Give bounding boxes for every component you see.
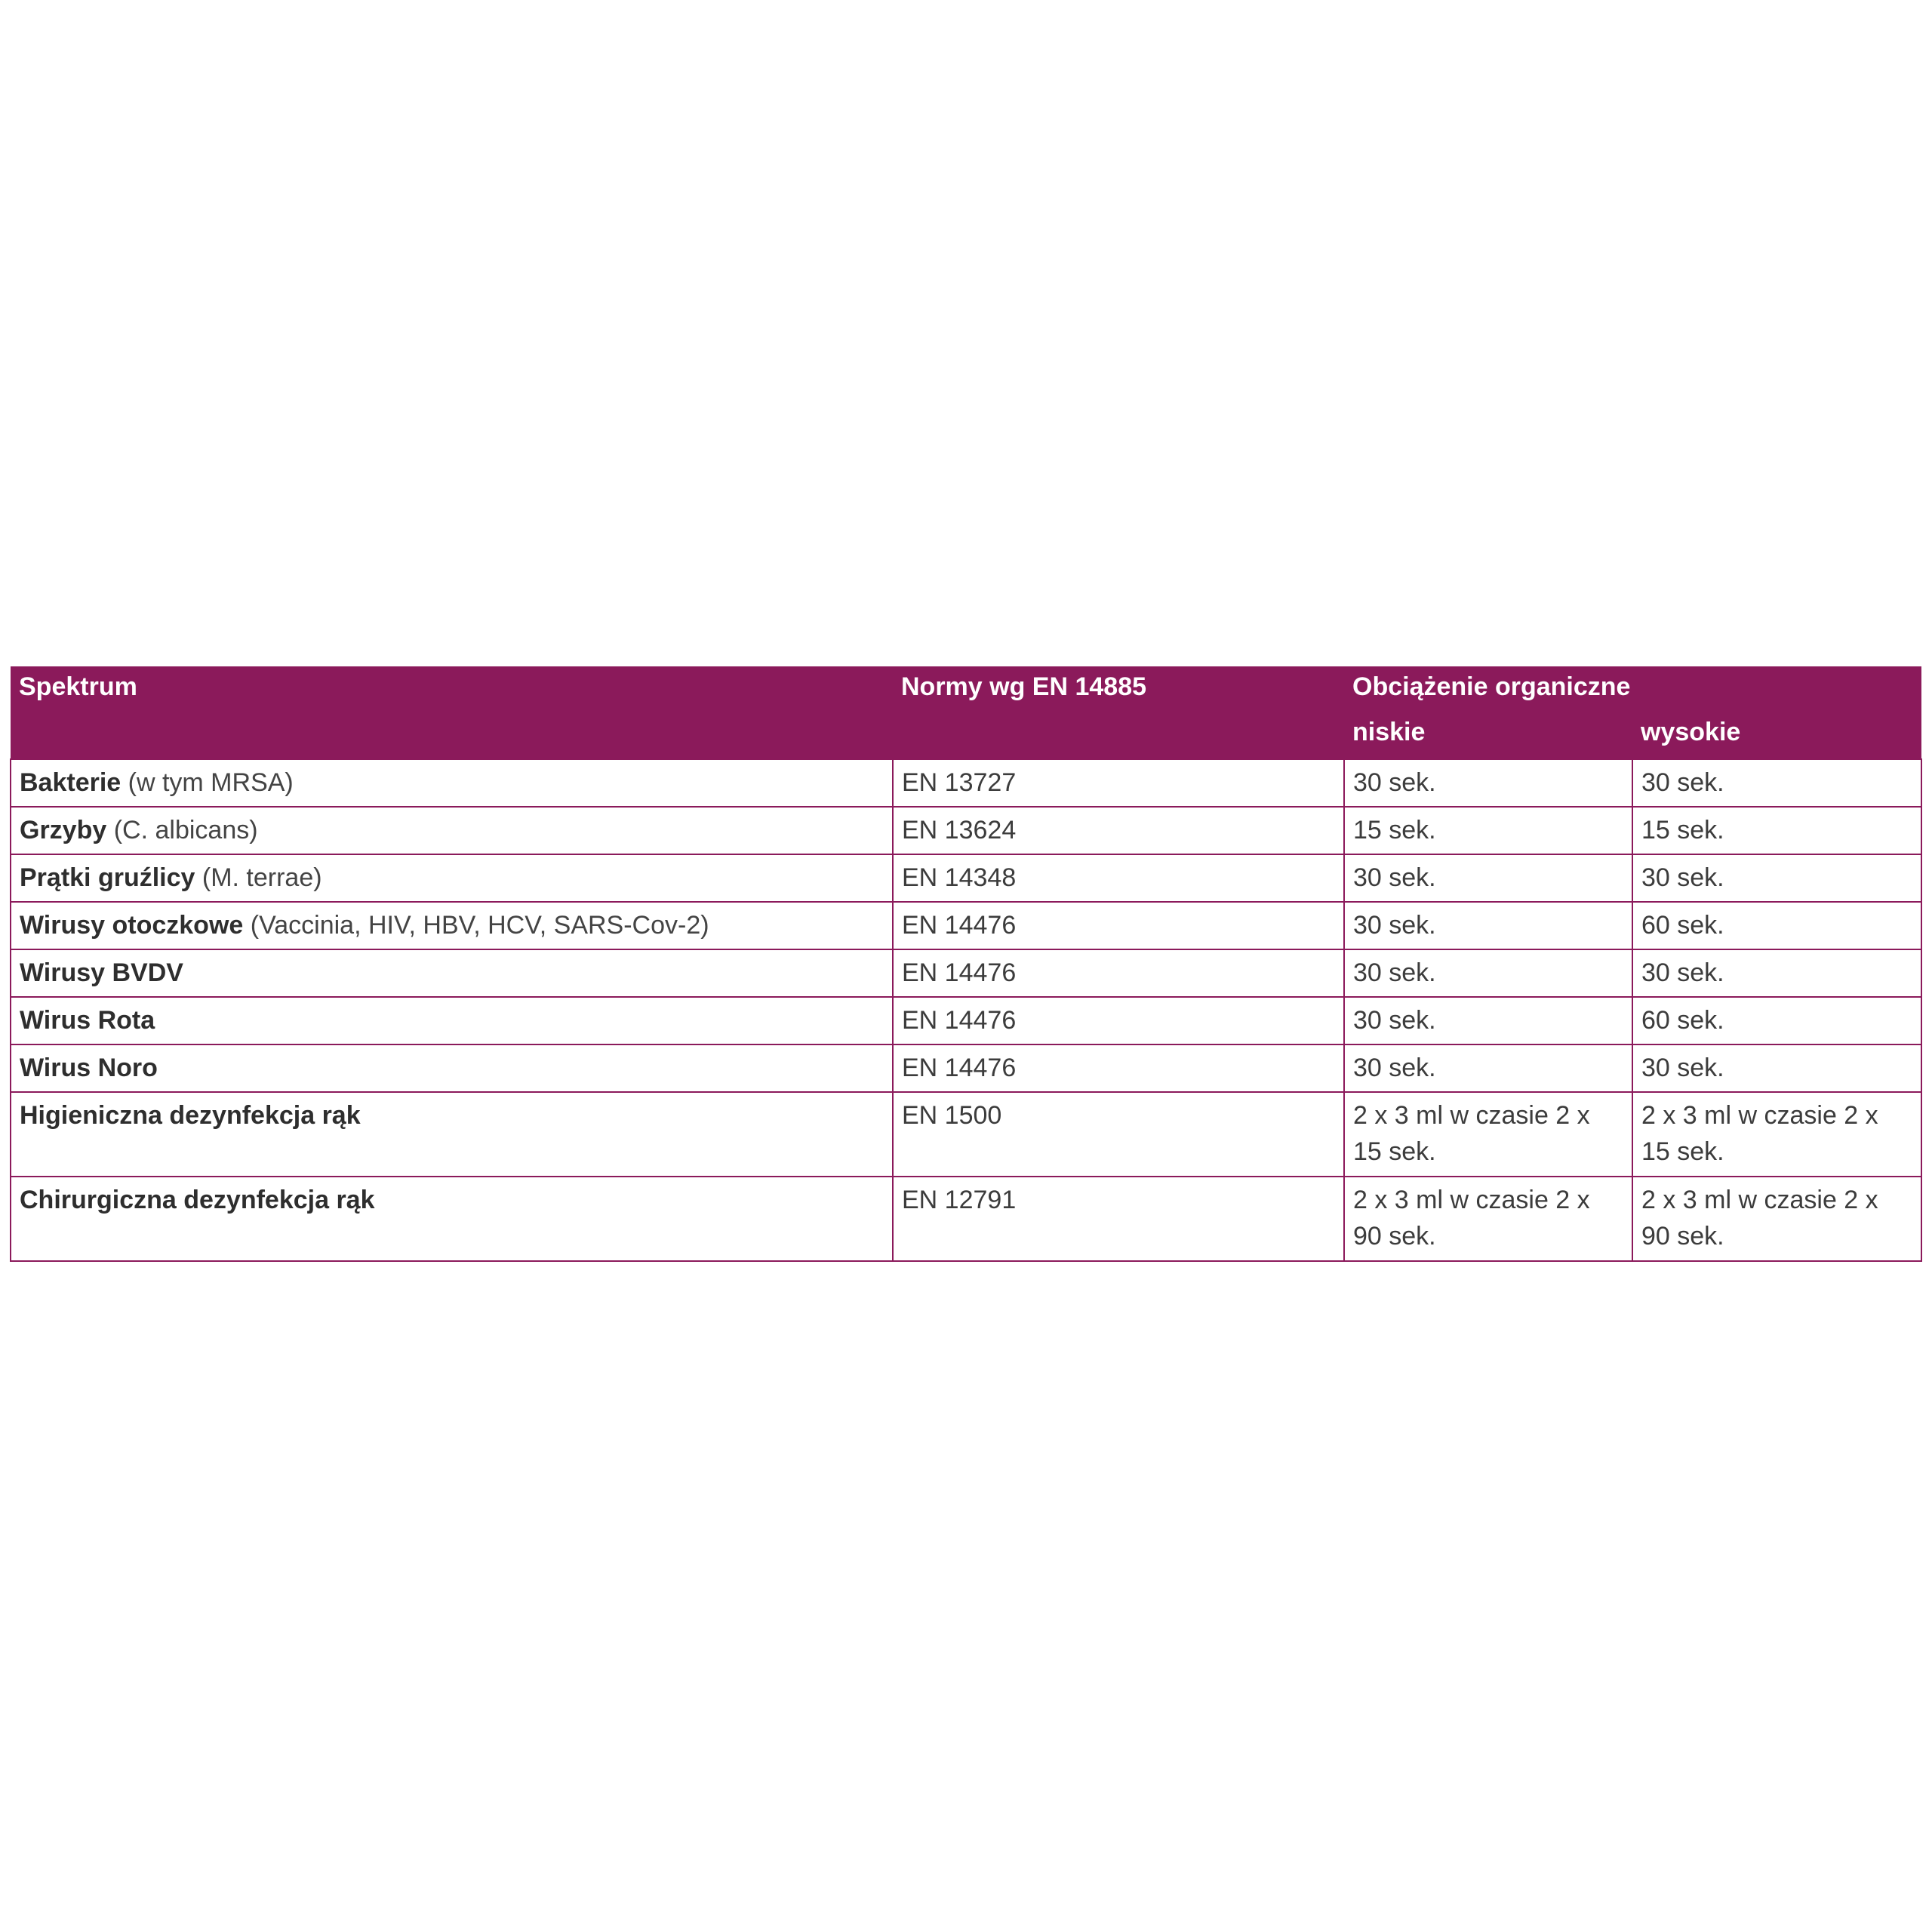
cell-norm: EN 14476 [893,1044,1344,1092]
cell-low: 30 sek. [1344,759,1632,807]
cell-high: 30 sek. [1632,1044,1921,1092]
cell-high: 60 sek. [1632,997,1921,1044]
header-row-1 [11,666,1921,713]
spektrum-note: (Vaccinia, HIV, HBV, HCV, SARS-Cov-2) [243,911,709,940]
spektrum-name: Higieniczna dezynfekcja rąk [20,1101,361,1130]
cell-norm: EN 1500 [893,1092,1344,1177]
spektrum-name: Wirus Rota [20,1006,155,1035]
table-body [11,759,1921,1261]
cell-high: 2 x 3 ml w czasie 2 x 15 sek. [1632,1092,1921,1177]
cell-low: 30 sek. [1344,902,1632,949]
cell-spektrum [11,807,893,854]
header-spektrum: Spektrum [11,666,893,759]
spektrum-name: Bakterie [20,768,122,797]
cell-spektrum [11,949,893,997]
spectrum-table [10,666,1922,1262]
table-header [11,666,1921,759]
cell-norm: EN 13624 [893,807,1344,854]
cell-norm: EN 14476 [893,902,1344,949]
cell-high: 60 sek. [1632,902,1921,949]
spektrum-name: Prątki gruźlicy [20,863,195,892]
cell-low: 2 x 3 ml w czasie 2 x 15 sek. [1344,1092,1632,1177]
cell-low: 30 sek. [1344,949,1632,997]
spektrum-note: (C. albicans) [106,816,258,844]
table-row [11,997,1921,1044]
cell-spektrum [11,902,893,949]
cell-high: 30 sek. [1632,854,1921,902]
spektrum-name: Wirusy otoczkowe [20,911,244,940]
cell-norm: EN 14476 [893,949,1344,997]
header-normy: Normy wg EN 14885 [893,666,1344,759]
spektrum-name: Grzyby [20,816,107,844]
cell-high: 30 sek. [1632,949,1921,997]
spektrum-name: Chirurgiczna dezynfekcja rąk [20,1186,375,1214]
cell-low: 30 sek. [1344,1044,1632,1092]
cell-norm: EN 14348 [893,854,1344,902]
cell-spektrum [11,1044,893,1092]
table-row [11,949,1921,997]
cell-low: 30 sek. [1344,854,1632,902]
spektrum-note: (w tym MRSA) [121,768,294,797]
spectrum-table-container [10,666,1921,1262]
table-row [11,902,1921,949]
cell-spektrum [11,759,893,807]
cell-norm: EN 14476 [893,997,1344,1044]
table-row [11,807,1921,854]
cell-spektrum [11,997,893,1044]
cell-high: 15 sek. [1632,807,1921,854]
spektrum-name: Wirusy BVDV [20,958,183,987]
cell-low: 15 sek. [1344,807,1632,854]
cell-low: 2 x 3 ml w czasie 2 x 90 sek. [1344,1177,1632,1261]
cell-norm: EN 12791 [893,1177,1344,1261]
cell-norm: EN 13727 [893,759,1344,807]
table-row [11,759,1921,807]
table-row [11,854,1921,902]
table-row [11,1044,1921,1092]
header-niskie: niskie [1344,713,1632,759]
cell-low: 30 sek. [1344,997,1632,1044]
cell-spektrum [11,1092,893,1177]
cell-spektrum [11,1177,893,1261]
spektrum-note: (M. terrae) [195,863,322,892]
spektrum-name: Wirus Noro [20,1054,158,1082]
header-obciazenie: Obciążenie organiczne [1344,666,1921,713]
cell-high: 30 sek. [1632,759,1921,807]
cell-high: 2 x 3 ml w czasie 2 x 90 sek. [1632,1177,1921,1261]
table-row [11,1092,1921,1177]
table-row [11,1177,1921,1261]
cell-spektrum [11,854,893,902]
header-wysokie: wysokie [1632,713,1921,759]
